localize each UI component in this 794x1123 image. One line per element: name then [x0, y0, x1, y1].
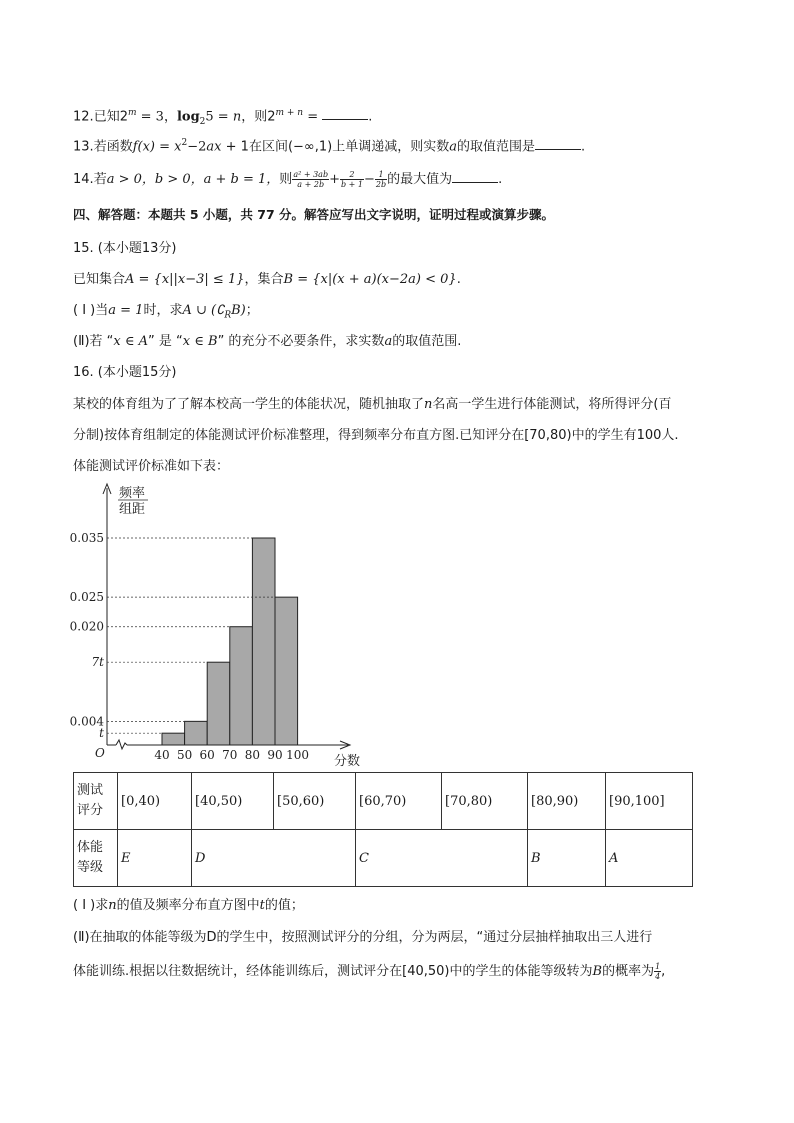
y-tick-label: 0.025 [69, 590, 104, 605]
histogram-bar [162, 733, 185, 745]
question-16-header: 16. (本小题15分) [73, 365, 177, 380]
x-tick-label: 60 [199, 748, 215, 762]
table-cell: [70,80) [442, 773, 528, 830]
question-16-line1: 某校的体育组为了了解本校高一学生的体能状况，随机抽取了n名高一学生进行体能测试，将所得评分(百 [73, 397, 672, 412]
fraction-3: $\frac{1}{2b}$ [375, 170, 387, 189]
y-tick-label: 0.004 [69, 714, 104, 729]
table-header-level: 体能 等级 [74, 830, 118, 887]
histogram-bar [230, 627, 253, 745]
question-15-header: 15. (本小题13分) [73, 241, 177, 256]
origin-label: O [95, 746, 105, 760]
answer-blank[interactable] [452, 170, 498, 183]
x-tick-label: 40 [154, 748, 170, 762]
section-heading: 四、解答题：本题共 5 小题，共 77 分。解答应写出文字说明，证明过程或演算步骤。 [73, 207, 555, 222]
fraction-quarter: $\frac{1}{4}$ [655, 962, 661, 981]
table-cell: [80,90) [528, 773, 606, 830]
fraction-2: $\frac{2}{b + 1}$ [340, 170, 363, 189]
frequency-histogram [68, 480, 368, 770]
table-cell: D [192, 830, 356, 887]
question-16-part1: ( Ⅰ )求n的值及频率分布直方图中t的值； [73, 898, 304, 913]
question-14: 14.若a > 0，b > 0，a + b = 1，则 $\frac{\text{a² + 3ab}}{a + 2b}$ + $\frac{2}{b + 1}$ − $\frac{1}{2b}$ 的最大值为 . [73, 170, 503, 189]
question-16-line3: 体能测试评价标准如下表： [73, 459, 230, 474]
fraction-1: $\frac{\text{a² + 3ab}}{a + 2b}$ [293, 170, 329, 189]
y-tick-label: 0.020 [69, 619, 104, 634]
y-tick-label: 0.035 [69, 531, 104, 545]
x-axis-label: 分数 [334, 754, 361, 769]
table-cell: [0,40) [118, 773, 192, 830]
question-15-sets: 已知集合A = {x||x−3| ≤ 1}，集合B = {x|(x + a)(x−2a) < 0}. [73, 272, 461, 287]
table-cell: A [606, 830, 693, 887]
question-16-part2: (Ⅱ)在抽取的体能等级为D的学生中，按照测试评分的分组，分为两层，“通过分层抽样抽取出三人进行 [73, 930, 653, 945]
table-cell: [50,60) [274, 773, 356, 830]
x-tick-label: 100 [286, 748, 310, 762]
histogram-bar [185, 721, 208, 745]
table-cell: E [118, 830, 192, 887]
answer-blank[interactable] [535, 137, 581, 150]
table-cell: C [356, 830, 528, 887]
table-header-score: 测试 评分 [74, 773, 118, 830]
table-cell: B [528, 830, 606, 887]
y-axis-label-bottom: 组距 [119, 502, 146, 517]
answer-blank[interactable] [322, 107, 368, 120]
x-axis-break [116, 740, 127, 749]
x-tick-label: 70 [222, 748, 238, 762]
question-16-part2-cont: 体能训练.根据以往数据统计，经体能训练后，测试评分在[40,50)中的学生的体能等级转为B的概率为 $\frac{1}{4}$ , [73, 962, 666, 981]
x-tick-label: 90 [267, 748, 283, 762]
question-13: 13.若函数$f(x) = x^2-2ax + 1$在区间(−∞,1)上单调递减，则实数a的取值范围是 . [73, 138, 586, 155]
y-tick-label: t [99, 726, 104, 741]
y-tick-label: 7t [91, 655, 104, 670]
table-cell: [40,50) [192, 773, 274, 830]
question-15-part1: ( Ⅰ )当a = 1时，求A ∪ $(∁_RB)$； [73, 303, 259, 321]
table-cell: [60,70) [356, 773, 442, 830]
table-cell: [90,100] [606, 773, 693, 830]
histogram-bar [275, 597, 298, 745]
x-tick-label: 50 [176, 748, 193, 762]
histogram-bar [207, 662, 230, 745]
grading-table [73, 772, 693, 887]
question-16-line2: 分制)按体育组制定的体能测试评价标准整理，得到频率分布直方图.已知评分在[70,80)中的学生有100人. [73, 428, 679, 443]
question-15-part2: (Ⅱ)若 “x ∈ A” 是 “x ∈ B” 的充分不必要条件，求实数a的取值范围. [73, 334, 462, 349]
histogram-bar [252, 538, 275, 745]
y-axis-label-top: 频率 [119, 486, 146, 501]
x-tick-label: 80 [244, 748, 261, 762]
question-12: 12.已知$2^m = 3$，$\log_25 = n$，则$2^{m + n}$ = . [73, 108, 373, 127]
